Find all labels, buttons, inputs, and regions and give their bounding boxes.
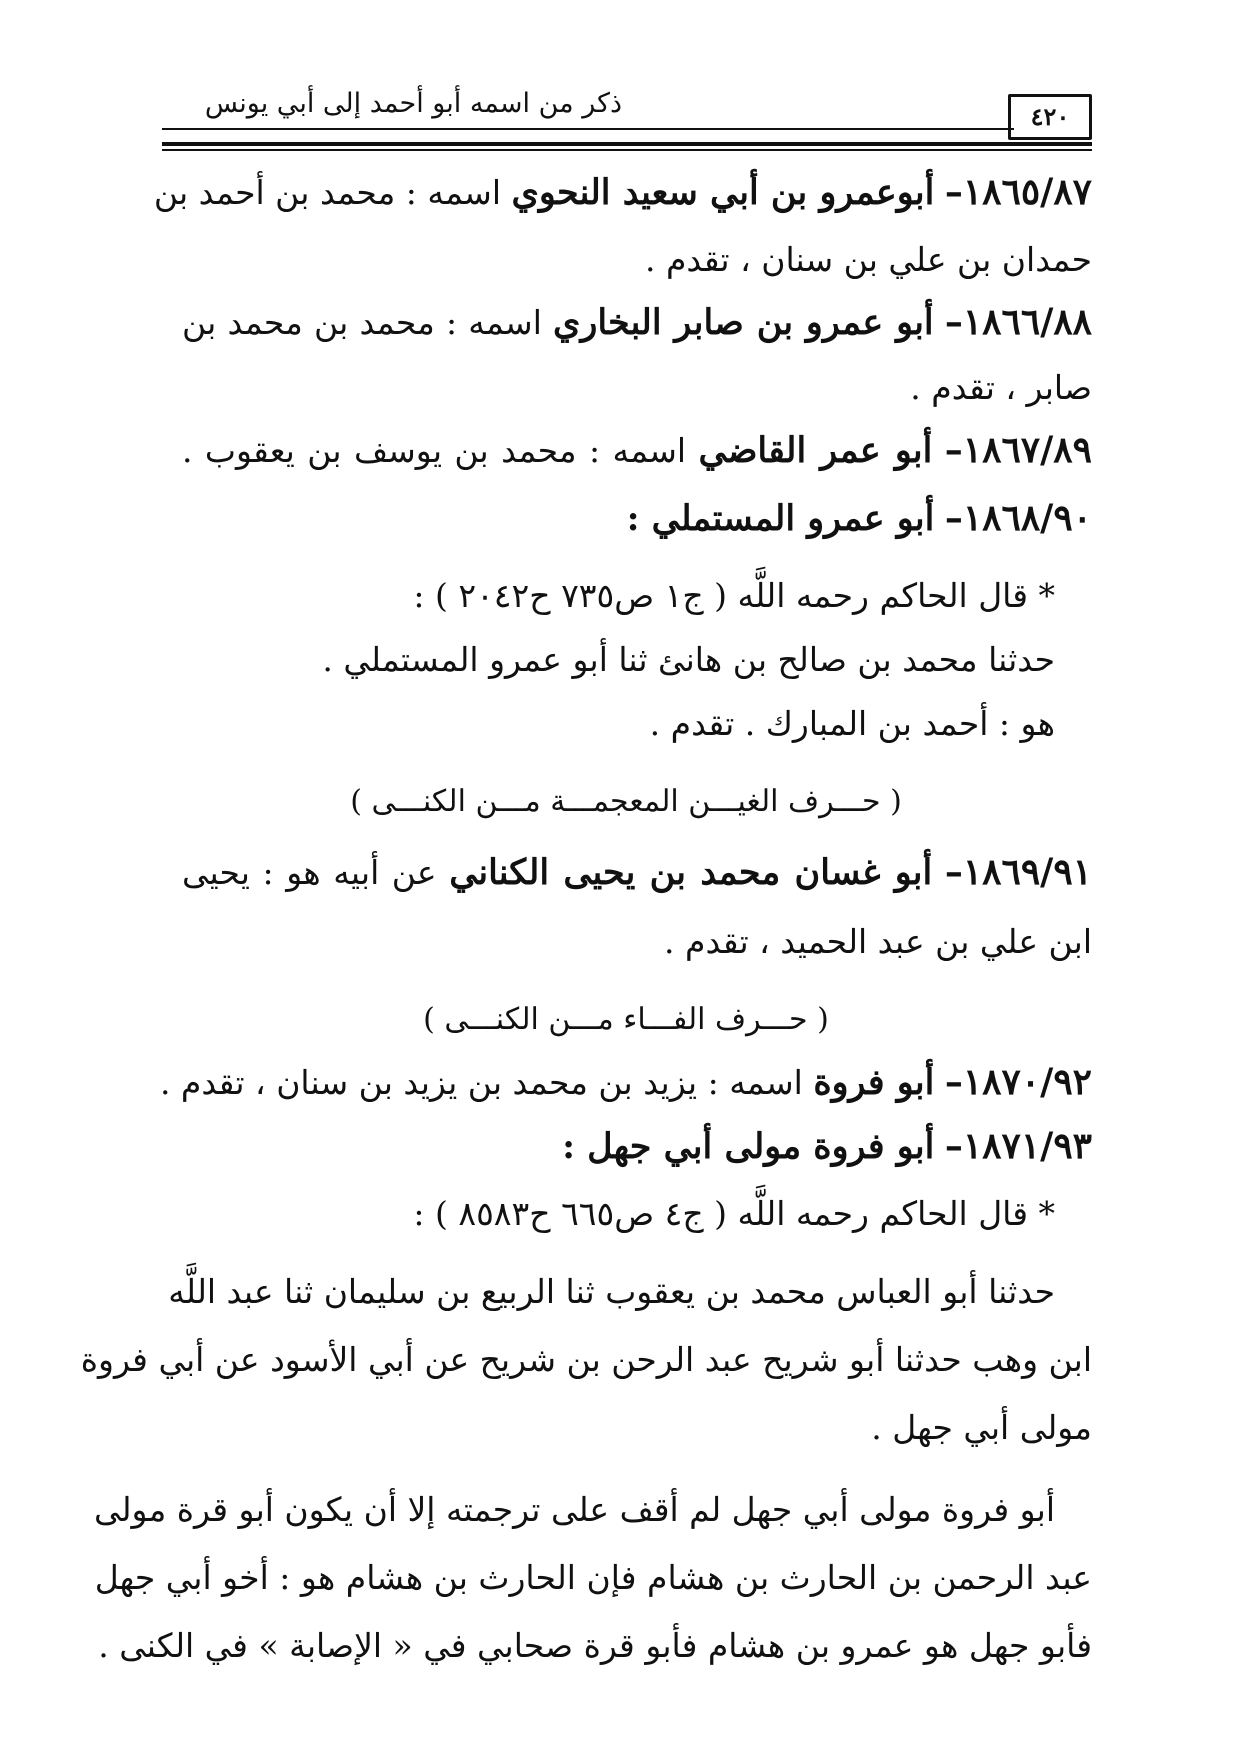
entry-name: أبو غسان محمد بن يحيى الكناني bbox=[449, 852, 933, 893]
entry-89-line-1 bbox=[182, 426, 1092, 475]
entry-name: أبو عمرو المستملي : bbox=[626, 498, 935, 539]
entry-number: ١٨٦٧/٨٩– bbox=[944, 429, 1092, 471]
entry-name: أبو فروة bbox=[813, 1062, 935, 1103]
entry-90-line-1 bbox=[627, 494, 1092, 543]
header-rule-double bbox=[162, 149, 1092, 151]
entry-text: اسمه : محمد بن أحمد بن bbox=[153, 173, 502, 212]
header-rule-thick bbox=[162, 142, 1092, 146]
entry-93-isnad-2: ابن وهب حدثنا أبو شريح عبد الرحن بن شريح عن أبي الأسود عن أبي فروة bbox=[80, 1340, 1092, 1379]
entry-93-isnad-1: حدثنا أبو العباس محمد بن يعقوب ثنا الربيع بن سليمان ثنا عبد اللَّه bbox=[168, 1272, 1055, 1311]
entry-92-line-1 bbox=[159, 1058, 1092, 1107]
entry-number: ١٨٦٨/٩٠– bbox=[944, 497, 1092, 539]
entry-name: أبو عمر القاضي bbox=[698, 430, 933, 471]
entry-90-citation: * قال الحاكم رحمه اللَّه ( ج١ ص٧٣٥ ح٢٠٤٢ ) : bbox=[413, 576, 1055, 615]
entry-text: اسمه : محمد بن محمد بن bbox=[182, 303, 542, 342]
entry-88-line-1 bbox=[182, 298, 1092, 347]
entry-87-line-2: حمدان بن علي بن سنان ، تقدم . bbox=[644, 240, 1092, 279]
entry-number: ١٨٦٦/٨٨– bbox=[944, 301, 1093, 343]
entry-number: ١٨٦٥/٨٧– bbox=[944, 171, 1092, 213]
page-number: ٤٢٠ bbox=[1008, 94, 1092, 140]
entry-number: ١٨٦٩/٩١– bbox=[944, 851, 1092, 893]
entry-text: اسمه : محمد بن يوسف بن يعقوب . bbox=[182, 431, 687, 470]
entry-text: اسمه : يزيد بن محمد بن يزيد بن سنان ، تقدم . bbox=[159, 1063, 803, 1102]
entry-name: أبو فروة مولى أبي جهل : bbox=[562, 1126, 935, 1167]
entry-87-line-1 bbox=[153, 168, 1092, 217]
entry-name: أبو عمرو بن صابر البخاري bbox=[553, 302, 934, 343]
entry-90-isnad: حدثنا محمد بن صالح بن هانئ ثنا أبو عمرو المستملي . bbox=[322, 640, 1055, 679]
entry-number: ١٨٧١/٩٣– bbox=[944, 1125, 1092, 1167]
entry-93-line-1 bbox=[562, 1122, 1092, 1171]
entry-88-line-2: صابر ، تقدم . bbox=[910, 368, 1092, 407]
note-line-1: أبو فروة مولى أبي جهل لم أقف على ترجمته إلا أن يكون أبو قرة مولى bbox=[93, 1490, 1055, 1529]
entry-90-note: هو : أحمد بن المبارك . تقدم . bbox=[649, 704, 1055, 743]
running-title: ذكر من اسمه أبو أحمد إلى أبي يونس bbox=[204, 88, 622, 119]
header-rule-thin bbox=[162, 128, 1014, 130]
note-line-3: فأبو جهل هو عمرو بن هشام فأبو قرة صحابي في « الإصابة » في الكنى . bbox=[98, 1626, 1092, 1665]
note-line-2: عبد الرحمن بن الحارث بن هشام فإن الحارث بن هشام هو : أخو أبي جهل bbox=[94, 1558, 1092, 1597]
page-header bbox=[162, 88, 1092, 158]
entry-91-line-1 bbox=[182, 848, 1092, 897]
entry-91-line-2: ابن علي بن عبد الحميد ، تقدم . bbox=[664, 922, 1092, 961]
entry-number: ١٨٧٠/٩٢– bbox=[944, 1061, 1092, 1103]
entry-93-isnad-3: مولى أبي جهل . bbox=[871, 1408, 1092, 1447]
entry-text: عن أبيه هو : يحيى bbox=[182, 853, 437, 892]
section-heading-ghain: ( حـــرف الغيـــن المعجمـــة مـــن الكنـــى ) bbox=[350, 784, 902, 819]
section-heading-fa: ( حـــرف الفـــاء مـــن الكنـــى ) bbox=[423, 1002, 829, 1037]
entry-93-citation: * قال الحاكم رحمه اللَّه ( ج٤ ص٦٦٥ ح٨٥٨٣ ) : bbox=[413, 1194, 1055, 1233]
entry-name: أبوعمرو بن أبي سعيد النحوي bbox=[511, 172, 935, 213]
